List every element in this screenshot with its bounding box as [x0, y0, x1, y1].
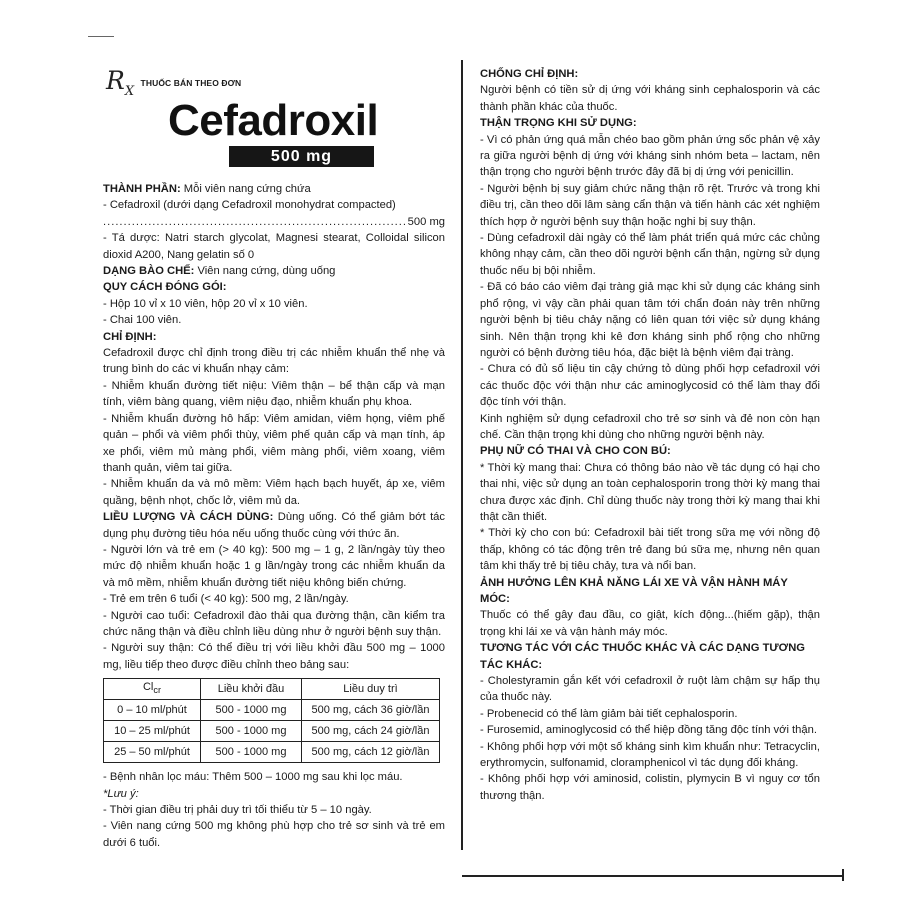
note-item: - Viên nang cứng 500 mg không phù hợp cho trẻ sơ sinh và trẻ em dưới 6 tuổi.: [103, 820, 445, 849]
table-cell: 500 - 1000 mg: [201, 742, 302, 763]
caution-item: Kinh nghiệm sử dụng cefadroxil cho trẻ sơ sinh và đẻ non còn hạn chế. Cần thận trọng khi dùng cho những người bệnh này.: [480, 412, 820, 441]
rx-letter: R: [106, 66, 125, 95]
composition-intro: Mỗi viên nang cứng chứa: [180, 183, 311, 195]
pregnancy-item: * Thời kỳ cho con bú: Cefadroxil bài tiết trong sữa mẹ với nồng độ thấp, không có tác động trên trẻ đang bú sữa mẹ, nhưng nên quan tâm khi thấy trẻ bị tiêu chảy, tưa và nổi ban.: [480, 527, 820, 573]
driving-heading: ẢNH HƯỞNG LÊN KHẢ NĂNG LÁI XE VÀ VẬN HÀNH MÁY MÓC:: [480, 576, 788, 605]
bottom-rule: [462, 875, 842, 877]
caution-item: - Chưa có đủ số liệu tin cậy chứng tỏ dùng phối hợp cefadroxil với các thuốc độc với thận như các aminoglycosid có thể làm thay đổi độc tính với thận.: [480, 363, 820, 409]
caution-item: - Vì có phản ứng quá mẫn chéo bao gồm phản ứng sốc phản vệ xảy ra giữa người bệnh dị ứng với kháng sinh nhóm beta – lactam, nên thận trọng cho người bệnh trước đây đã bị dị ứng với penicillin.: [480, 133, 820, 179]
right-column: [480, 66, 820, 804]
pack-item: - Chai 100 viên.: [103, 314, 182, 327]
form-heading: DẠNG BÀO CHẾ:: [103, 265, 195, 278]
note-heading: *Lưu ý:: [103, 787, 139, 800]
indication-heading: CHỈ ĐỊNH:: [103, 330, 157, 343]
table-header-cell: [104, 679, 201, 700]
table-header-cell: Liều khởi đầu: [201, 679, 302, 700]
contraindication-heading: CHỐNG CHỈ ĐỊNH:: [480, 68, 579, 80]
dosage-item: - Trẻ em trên 6 tuổi (< 40 kg): 500 mg, 2 lần/ngày.: [103, 593, 349, 606]
indication-intro: Cefadroxil được chỉ định trong điều trị các nhiễm khuẩn thể nhẹ và trung bình do các vi khuẩn nhạy cảm:: [103, 347, 445, 376]
rx-subscript: X: [124, 84, 135, 99]
dosage-heading: LIỀU LƯỢNG VÀ CÁCH DÙNG:: [103, 511, 274, 524]
table-header-row: [104, 679, 440, 700]
dosage-item: - Người lớn và trẻ em (> 40 kg): 500 mg – 1 g, 2 lần/ngày tùy theo mức độ nhiễm khuẩn hoặc 1 g lần/ngày trong các nhiễm khuẩn da và mô mềm, nhiễm khuẩn đường tiết niệu không biến chứng.: [103, 543, 445, 589]
pregnancy-item: * Thời kỳ mang thai: Chưa có thông báo nào về tác dụng có hại cho thai nhi, việc sử dụng an toàn cephalosporin trong thời kỳ mang thai chưa được xác định. Chỉ dùng thuốc này trong thời kỳ mang thai khi thật cần thiết.: [480, 461, 820, 523]
form-text: Viên nang cứng, dùng uống: [194, 265, 336, 278]
table-cell: 500 mg, cách 12 giờ/lần: [302, 742, 440, 763]
left-column: [103, 181, 445, 851]
table-row: [104, 700, 440, 721]
note-item: - Thời gian điều trị phải duy trì tối thiểu từ 5 – 10 ngày.: [103, 804, 372, 816]
table-row: [104, 742, 440, 763]
contraindication-text: Người bệnh có tiền sử dị ứng với kháng sinh cephalosporin và các thành phần khác của thuốc.: [480, 84, 820, 113]
caution-item: - Người bệnh bị suy giảm chức năng thận rõ rệt. Trước và trong khi điều trị, cần theo dõi lâm sàng cẩn thận và tiến hành các xét nghiệm thích hợp ở người bệnh suy thận hoặc nghi bị suy thận.: [480, 182, 820, 228]
caution-heading: THẬN TRỌNG KHI SỬ DỤNG:: [480, 117, 637, 130]
table-cell: 0 – 10 ml/phút: [104, 700, 201, 721]
table-cell: 500 - 1000 mg: [201, 700, 302, 721]
interaction-item: - Cholestyramin gắn kết với cefadroxil ở ruột làm chậm sự hấp thụ của thuốc này.: [480, 675, 820, 704]
table-row: [104, 721, 440, 742]
rx-symbol: [106, 66, 135, 99]
pack-heading: QUY CÁCH ĐÓNG GÓI:: [103, 281, 227, 294]
clearance-header: Cl: [142, 681, 154, 694]
scan-mark: [88, 36, 114, 37]
clearance-subscript: cr: [153, 685, 162, 696]
pregnancy-heading: PHỤ NỮ CÓ THAI VÀ CHO CON BÚ:: [480, 445, 671, 458]
table-cell: 25 – 50 ml/phút: [104, 742, 201, 763]
dialysis-note: - Bệnh nhân lọc máu: Thêm 500 – 1000 mg sau khi lọc máu.: [103, 771, 403, 784]
indication-item: - Nhiễm khuẩn đường tiết niệu: Viêm thận – bể thận cấp và mạn tính, viêm bàng quang, viêm niệu đạo, nhiễm khuẩn phụ khoa.: [103, 379, 445, 409]
column-divider: [461, 60, 463, 850]
crop-mark: [842, 869, 844, 881]
indication-item: - Nhiễm khuẩn đường hô hấp: Viêm amidan, viêm họng, viêm phế quản – phổi và viêm phổi thùy, viêm phế quản cấp và mạn tính, áp xe phổi, viêm mủ màng phổi, viêm màng phổi, viêm xoang, viêm thanh quản, viêm tai giữa.: [103, 412, 445, 474]
composition-active: - Cefadroxil (dưới dạng Cefadroxil monohydrat compacted): [103, 199, 396, 212]
dosage-item: - Người cao tuổi: Cefadroxil đào thải qua đường thận, cần kiểm tra chức năng thận và điều chỉnh liều dùng như ở người bệnh suy thận.: [103, 609, 445, 638]
dosage-item: - Người suy thận: Có thể điều trị với liều khởi đầu 500 mg – 1000 mg, liều tiếp theo được điều chỉnh theo bảng sau:: [103, 642, 445, 671]
interaction-item: - Không phối hợp với aminosid, colistin, plymycin B vì nguy cơ tổn thương thận.: [480, 773, 820, 802]
leader-dots: [103, 214, 408, 230]
composition-amount: 500 mg: [407, 215, 445, 228]
indication-item: - Nhiễm khuẩn da và mô mềm: Viêm hạch bạch huyết, áp xe, viêm quầng, bệnh nhọt, chốc lở, viêm mủ da.: [103, 478, 445, 507]
prescription-only-label: THUỐC BÁN THEO ĐƠN: [140, 78, 242, 88]
table-cell: 500 mg, cách 24 giờ/lần: [302, 721, 440, 742]
prescription-label: [106, 66, 242, 99]
strength-badge: 500 mg: [229, 146, 374, 167]
caution-item: - Dùng cefadroxil dài ngày có thể làm phát triển quá mức các chủng không nhạy cảm, cần theo dõi người bệnh cẩn thận, ngừng sử dụng thuốc nếu bị bội nhiễm.: [480, 232, 820, 277]
table-header-cell: Liều duy trì: [302, 679, 440, 700]
driving-text: Thuốc có thể gây đau đầu, co giật, kích động...(hiếm gặp), thận trọng khi lái xe và vận hành máy móc.: [480, 609, 820, 638]
renal-dose-table: [103, 678, 440, 763]
interaction-item: - Furosemid, aminoglycosid có thể hiệp đồng tăng độc tính với thận.: [480, 724, 817, 737]
interaction-heading: TƯƠNG TÁC VỚI CÁC THUỐC KHÁC VÀ CÁC DẠNG TƯƠNG TÁC KHÁC:: [480, 642, 806, 671]
product-name: Cefadroxil: [168, 96, 379, 145]
caution-item: - Đã có báo cáo viêm đại tràng giả mạc khi sử dụng các kháng sinh phổ rộng, vì vậy cần phải quan tâm tới chẩn đoán này trên những người bệnh bị tiêu chảy nặng có liên quan tới việc sử dụng kháng sinh. Nên thận trọng khi kê đơn kháng sinh phổ rộng cho những người có bệnh đường tiêu hóa, đặc biệt là bệnh viêm đại tràng.: [480, 281, 820, 359]
interaction-item: - Probenecid có thể làm giảm bài tiết cephalosporin.: [480, 707, 738, 720]
excipients: - Tá dược: Natri starch glycolat, Magnesi stearat, Colloidal silicon dioxid A200, Nang gelatin số 0: [103, 232, 445, 261]
composition-section: [103, 181, 445, 197]
dosage-intro: Dùng uống. Có thể giảm bớt tác dụng phụ đường tiêu hóa nếu uống thuốc cùng với thức ăn.: [103, 511, 445, 540]
dosage-section: [103, 509, 445, 542]
composition-heading: THÀNH PHẦN:: [103, 183, 181, 195]
table-cell: 10 – 25 ml/phút: [104, 721, 201, 742]
table-cell: 500 mg, cách 36 giờ/lần: [302, 700, 440, 721]
interaction-item: - Không phối hợp với một số kháng sinh kìm khuẩn như: Tetracyclin, erythromycin, sulfonamid, cloramphenicol vì tác dụng đối kháng.: [480, 740, 820, 770]
pack-item: - Hộp 10 vỉ x 10 viên, hộp 20 vỉ x 10 viên.: [103, 297, 308, 310]
form-section: [103, 263, 445, 279]
composition-amount-row: [103, 214, 445, 230]
table-cell: 500 - 1000 mg: [201, 721, 302, 742]
